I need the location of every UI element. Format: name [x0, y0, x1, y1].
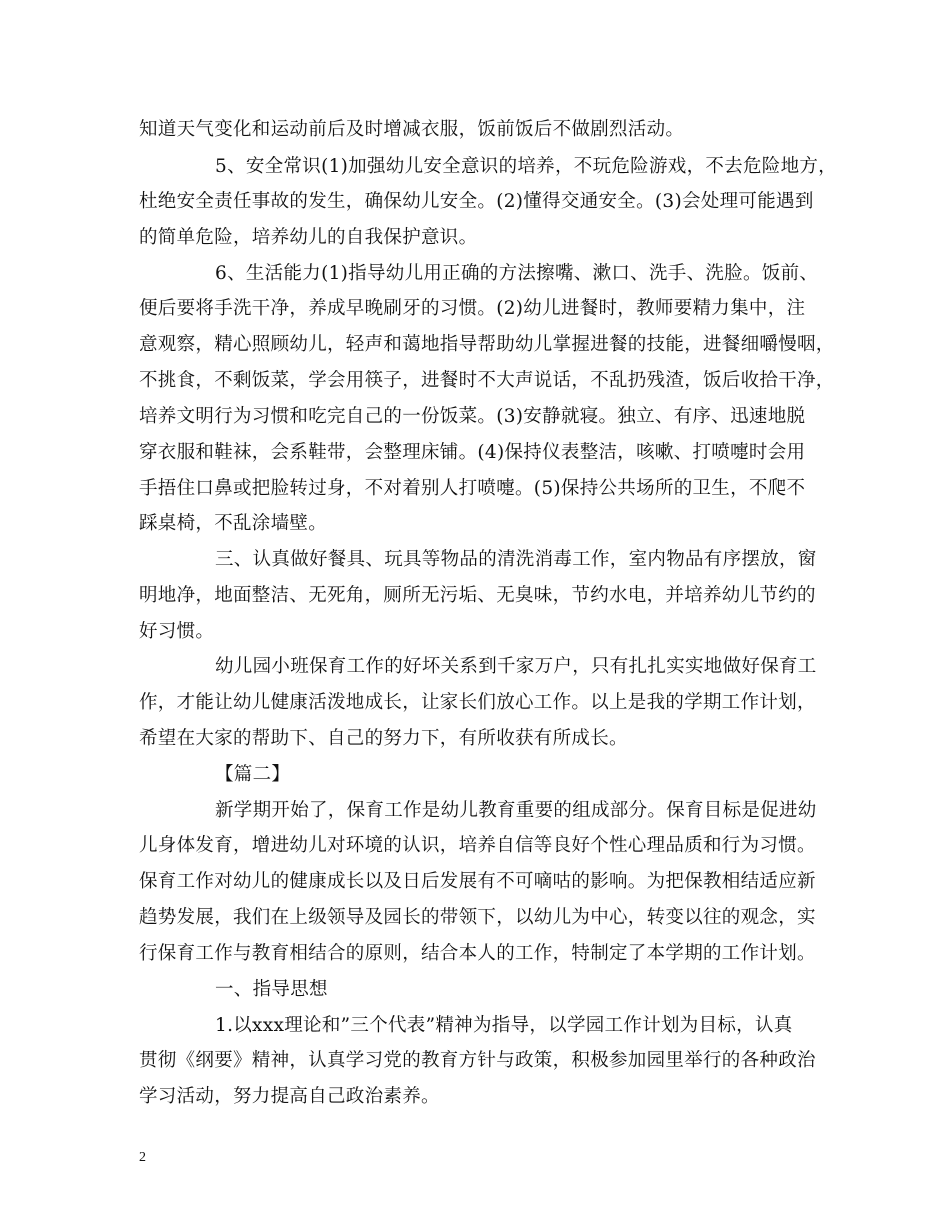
text-line: 便后要将手洗干净，养成早晚刷牙的习惯。(2)幼儿进餐时，教师要精力集中，注 [139, 298, 806, 319]
text-line: 6、生活能力(1)指导幼儿用正确的方法擦嘴、漱口、洗手、洗脸。饭前、 [215, 263, 819, 284]
page-number: 2 [139, 1150, 146, 1165]
text-line: 行保育工作与教育相结合的原则，结合本人的工作，特制定了本学期的工作计划。 [139, 943, 816, 964]
section-heading: 一、指导思想 [215, 979, 328, 1000]
section-heading: 【篇二】 [215, 764, 291, 785]
text-line: 学习活动，努力提高自己政治素养。 [139, 1086, 440, 1107]
text-line: 儿身体发育，增进幼儿对环境的认识，培养自信等良好个性心理品质和行为习惯。 [139, 835, 816, 856]
text-line: 1.以xxx理论和”三个代表”精神为指导，以学园工作计划为目标，认真 [215, 1015, 793, 1036]
text-line: 手捂住口鼻或把脸转过身，不对着别人打喷嚏。(5)保持公共场所的卫生，不爬不 [139, 478, 806, 499]
text-line: 的简单危险，培养幼儿的自我保护意识。 [139, 227, 478, 248]
text-line: 趋势发展，我们在上级领导及园长的带领下，以幼儿为中心，转变以往的观念，实 [139, 907, 816, 928]
text-line: 明地净，地面整洁、无死角，厕所无污垢、无臭味，节约水电，并培养幼儿节约的 [139, 585, 816, 606]
text-line: 不挑食，不剩饭菜，学会用筷子，进餐时不大声说话，不乱扔残渣，饭后收拾干净， [139, 370, 835, 391]
text-line: 希望在大家的帮助下、自己的努力下，有所收获有所成长。 [139, 728, 628, 749]
text-line: 幼儿园小班保育工作的好坏关系到千家万户，只有扎扎实实地做好保育工 [215, 656, 817, 677]
text-line: 踩桌椅，不乱涂墙壁。 [139, 513, 328, 534]
text-line: 作，才能让幼儿健康活泼地成长，让家长们放心工作。以上是我的学期工作计划， [139, 692, 816, 713]
text-line: 穿衣服和鞋袜，会系鞋带，会整理床铺。(4)保持仪表整洁，咳嗽、打喷嚏时会用 [139, 442, 806, 463]
text-line: 培养文明行为习惯和吃完自己的一份饭菜。(3)安静就寝。独立、有序、迅速地脱 [139, 406, 806, 427]
text-line: 知道天气变化和运动前后及时增减衣服，饭前饭后不做剧烈活动。 [139, 119, 685, 140]
text-line: 保育工作对幼儿的健康成长以及日后发展有不可嘀咕的影响。为把保教相结适应新 [139, 871, 816, 892]
text-line: 好习惯。 [139, 621, 215, 642]
text-line: 意观察，精心照顾幼儿，轻声和蔼地指导帮助幼儿掌握进餐的技能，进餐细嚼慢咽， [139, 334, 835, 355]
text-line: 5、安全常识(1)加强幼儿安全意识的培养，不玩危险游戏，不去危险地方， [215, 156, 837, 177]
text-line: 杜绝安全责任事故的发生，确保幼儿安全。(2)懂得交通安全。(3)会处理可能遇到 [139, 191, 814, 212]
text-line: 三、认真做好餐具、玩具等物品的清洗消毒工作，室内物品有序摆放，窗 [215, 549, 817, 570]
text-line: 贯彻《纲要》精神，认真学习党的教育方针与政策，积极参加园里举行的各种政治 [139, 1050, 816, 1071]
text-line: 新学期开始了，保育工作是幼儿教育重要的组成部分。保育目标是促进幼 [215, 800, 817, 821]
